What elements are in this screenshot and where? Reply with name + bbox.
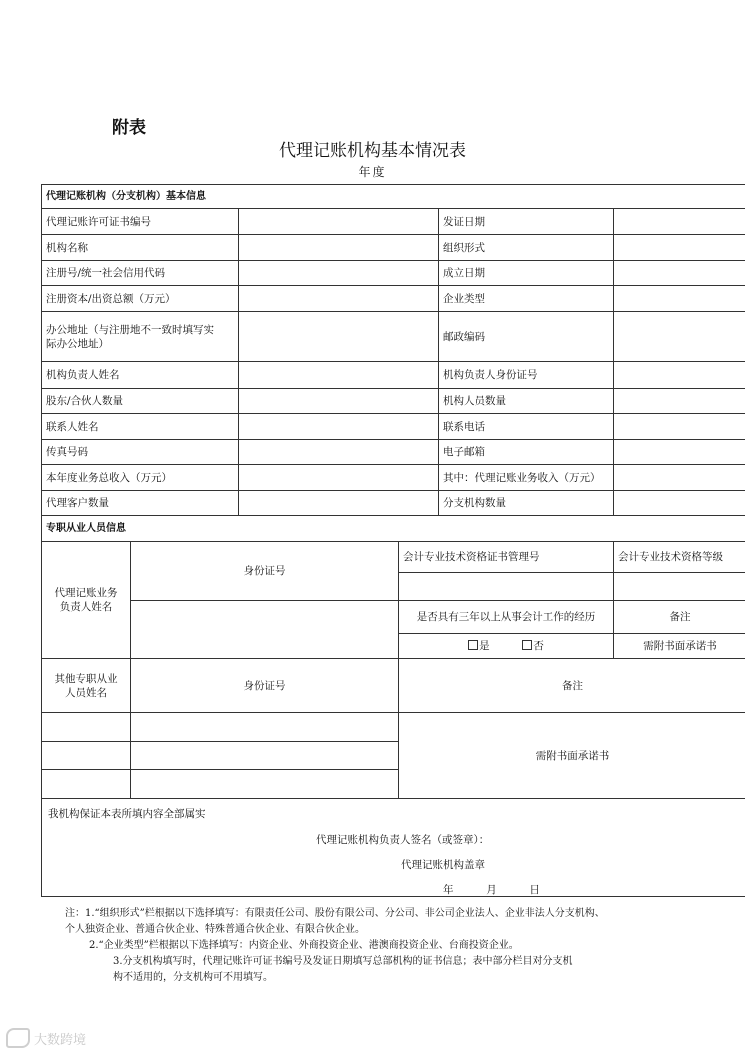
table-row xyxy=(42,465,745,491)
field-label: 传真号码 xyxy=(42,440,239,465)
other-name-cell[interactable] xyxy=(42,742,131,770)
field-label: 本年度业务总收入（万元） xyxy=(42,465,239,491)
enterprise-type-cell[interactable] xyxy=(614,286,745,312)
field-label: 代理记账许可证书编号 xyxy=(42,209,239,235)
table-row xyxy=(42,414,745,440)
field-label: 注册号/统一社会信用代码 xyxy=(42,261,239,286)
capital-cell[interactable] xyxy=(239,286,439,312)
date-year: 年 xyxy=(443,884,454,896)
field-label: 联系电话 xyxy=(439,414,614,440)
note-3-cont: 构不适用的，分支机构可不用填写。 xyxy=(113,972,273,983)
field-label: 机构负责人姓名 xyxy=(42,362,239,389)
cert-number-cell[interactable] xyxy=(399,573,614,601)
contact-name-cell[interactable] xyxy=(239,414,439,440)
info-form-table xyxy=(41,184,745,897)
business-head-name-line1: 代理记账业务 xyxy=(54,587,118,599)
section-title-staff: 专职从业人员信息 xyxy=(42,516,745,542)
fax-cell[interactable] xyxy=(239,440,439,465)
issue-date-cell[interactable] xyxy=(614,209,745,235)
date-day: 日 xyxy=(529,884,540,896)
watermark-text: 大数跨境 xyxy=(34,1033,87,1048)
field-label: 分支机构数量 xyxy=(439,491,614,516)
org-form-cell[interactable] xyxy=(614,235,745,261)
table-row xyxy=(42,491,745,516)
section-basic-info-row xyxy=(42,185,745,209)
note-1: 注：1.“组织形式”栏根据以下选择填写：有限责任公司、股份有限公司、分公司、非公司企业法人、企业非法人分支机构、 xyxy=(65,908,605,919)
field-label: 股东/合伙人数量 xyxy=(42,389,239,414)
address-label-line2: 际办公地址） xyxy=(46,337,109,350)
business-head-name-line2: 负责人姓名 xyxy=(59,601,113,613)
field-label: 机构人员数量 xyxy=(439,389,614,414)
email-cell[interactable] xyxy=(614,440,745,465)
field-label xyxy=(42,312,239,362)
seal-label: 代理记账机构盖章 xyxy=(401,859,485,871)
credit-code-cell[interactable] xyxy=(239,261,439,286)
founding-date-cell[interactable] xyxy=(614,261,745,286)
table-row xyxy=(42,209,745,235)
cert-number-label: 会计专业技术资格证书管理号 xyxy=(399,542,614,573)
field-label: 代理客户数量 xyxy=(42,491,239,516)
cert-level-cell[interactable] xyxy=(614,573,745,601)
section-staff-info-row xyxy=(42,516,745,542)
yes-label: 是 xyxy=(479,640,490,652)
business-head-name-label xyxy=(42,542,131,659)
table-row xyxy=(42,713,745,742)
head-name-cell[interactable] xyxy=(239,362,439,389)
yes-checkbox[interactable] xyxy=(468,640,478,650)
field-label: 发证日期 xyxy=(439,209,614,235)
other-name-cell[interactable] xyxy=(42,713,131,742)
field-label: 机构名称 xyxy=(42,235,239,261)
field-label: 联系人姓名 xyxy=(42,414,239,440)
note-2: 2.“企业类型”栏根据以下选择填写：内资企业、外商投资企业、港澳商投资企业、台商投资企业。 xyxy=(89,940,519,951)
table-row xyxy=(42,389,745,414)
field-label: 组织形式 xyxy=(439,235,614,261)
branch-count-cell[interactable] xyxy=(614,491,745,516)
note-1-cont: 个人独资企业、普通合伙企业、特殊普通合伙企业、有限合伙企业。 xyxy=(65,924,365,935)
page-title: 代理记账机构基本情况表 xyxy=(279,141,466,161)
total-revenue-cell[interactable] xyxy=(239,465,439,491)
table-row xyxy=(42,286,745,312)
other-staff-name-line2: 人员姓名 xyxy=(65,686,107,699)
date-line xyxy=(443,883,540,897)
table-row xyxy=(42,601,745,634)
license-number-cell[interactable] xyxy=(239,209,439,235)
other-staff-name-label xyxy=(42,659,131,713)
org-name-cell[interactable] xyxy=(239,235,439,261)
client-count-cell[interactable] xyxy=(239,491,439,516)
other-id-cell[interactable] xyxy=(131,770,399,799)
watermark xyxy=(6,1028,86,1048)
note-3: 3.分支机构填写时，代理记账许可证书编号及发证日期填写总部机构的证书信息；表中部分栏目对分支机 xyxy=(113,956,573,967)
table-row xyxy=(42,261,745,286)
field-label: 其中：代理记账业务收入（万元） xyxy=(439,465,614,491)
signature-label: 代理记账机构负责人签名（或签章）： xyxy=(316,834,490,846)
other-remark-label: 备注 xyxy=(399,659,745,713)
shareholder-count-cell[interactable] xyxy=(239,389,439,414)
year-label: 年度 xyxy=(358,165,387,179)
appendix-label: 附表 xyxy=(112,118,146,138)
address-label-line1: 办公地址（与注册地不一致时填写实 xyxy=(46,323,214,336)
table-row xyxy=(42,235,745,261)
table-row xyxy=(42,440,745,465)
other-name-cell[interactable] xyxy=(42,770,131,799)
cert-level-label: 会计专业技术资格等级 xyxy=(614,542,745,573)
commitment-note: 需附书面承诺书 xyxy=(614,634,745,659)
contact-phone-cell[interactable] xyxy=(614,414,745,440)
table-row xyxy=(42,312,745,362)
field-label: 注册资本/出资总额（万元） xyxy=(42,286,239,312)
staff-count-cell[interactable] xyxy=(614,389,745,414)
declaration-statement: 我机构保证本表所填内容全部属实 xyxy=(48,808,206,820)
yes-no-choice xyxy=(399,634,614,659)
field-label: 机构负责人身份证号 xyxy=(439,362,614,389)
three-years-label: 是否具有三年以上从事会计工作的经历 xyxy=(399,601,614,634)
declaration-cell xyxy=(42,799,745,897)
field-label: 企业类型 xyxy=(439,286,614,312)
postal-code-cell[interactable] xyxy=(614,312,745,362)
table-row xyxy=(42,362,745,389)
other-id-cell[interactable] xyxy=(131,713,399,742)
other-staff-name-line1: 其他专职从业 xyxy=(54,672,118,685)
no-label: 否 xyxy=(533,640,544,652)
other-id-label: 身份证号 xyxy=(131,659,399,713)
section-title-basic: 代理记账机构（分支机构）基本信息 xyxy=(42,185,745,209)
business-head-id-cell[interactable] xyxy=(131,601,399,659)
head-id-cell[interactable] xyxy=(614,362,745,389)
address-cell[interactable] xyxy=(239,312,439,362)
other-commitment-note: 需附书面承诺书 xyxy=(399,713,745,799)
table-row xyxy=(42,542,745,573)
date-month: 月 xyxy=(486,884,497,896)
id-number-label: 身份证号 xyxy=(131,542,399,601)
no-checkbox[interactable] xyxy=(522,640,532,650)
table-row xyxy=(42,659,745,713)
field-label: 成立日期 xyxy=(439,261,614,286)
bookkeeping-revenue-cell[interactable] xyxy=(614,465,745,491)
remark-label: 备注 xyxy=(614,601,745,634)
field-label: 电子邮箱 xyxy=(439,440,614,465)
declaration-row xyxy=(42,799,745,897)
field-label: 邮政编码 xyxy=(439,312,614,362)
notes-block xyxy=(65,906,715,986)
other-id-cell[interactable] xyxy=(131,742,399,770)
watermark-logo-icon xyxy=(6,1028,30,1048)
